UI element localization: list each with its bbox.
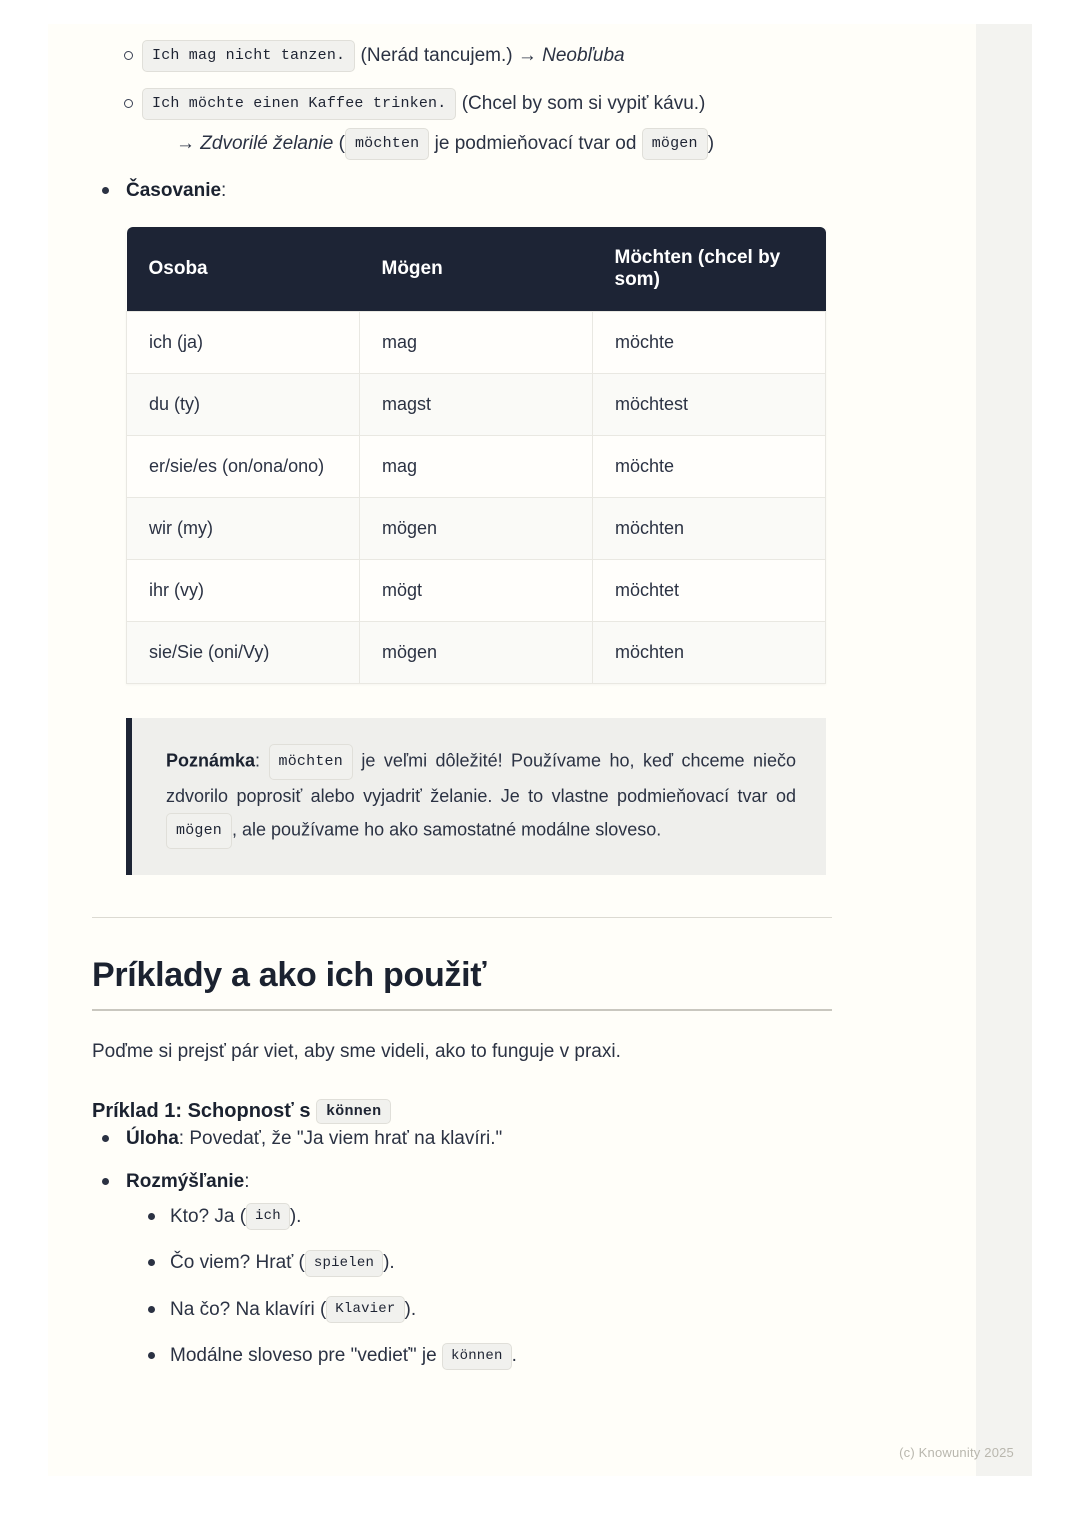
thinking-text-pre: Modálne sloveso pre "vedieť" je bbox=[170, 1345, 437, 1367]
task-colon: : bbox=[178, 1127, 185, 1149]
list-item bbox=[126, 1296, 832, 1325]
column-header-moegen: Mögen bbox=[360, 227, 593, 312]
list-item bbox=[126, 1249, 832, 1278]
table-row bbox=[127, 560, 826, 622]
cell-person: ihr (vy) bbox=[127, 560, 360, 622]
example-1-title-text: Príklad 1: Schopnosť s bbox=[92, 1099, 311, 1122]
cell-moegen: mag bbox=[360, 312, 593, 374]
task-item bbox=[92, 1124, 832, 1153]
moechten-code: möchten bbox=[269, 744, 353, 780]
moegen-code: mögen bbox=[166, 813, 232, 849]
page-right-margin-strip bbox=[976, 24, 1032, 1476]
column-header-moechten: Möchten (chcel by som) bbox=[593, 227, 826, 312]
translation-text: (Chcel by som si vypiť kávu.) bbox=[461, 93, 706, 115]
spielen-code: spielen bbox=[305, 1250, 383, 1277]
cell-moegen: mögen bbox=[360, 622, 593, 684]
conjugation-section bbox=[92, 176, 832, 205]
sub-explanation: je podmieňovací tvar od bbox=[434, 133, 637, 155]
meaning-note: Zdvorilé želanie bbox=[200, 133, 334, 155]
list-item bbox=[126, 1203, 832, 1232]
conjugation-table bbox=[126, 227, 826, 684]
ich-code: ich bbox=[246, 1203, 290, 1230]
cell-person: er/sie/es (on/ona/ono) bbox=[127, 436, 360, 498]
title-underline bbox=[92, 1009, 832, 1011]
paren-close: ) bbox=[707, 133, 715, 155]
example-item-1 bbox=[92, 40, 832, 72]
cell-moechten: möchte bbox=[593, 436, 826, 498]
thinking-text-post: ). bbox=[289, 1205, 302, 1227]
example-item-2 bbox=[92, 88, 832, 160]
table-header-row bbox=[127, 227, 826, 312]
koennen-code: können bbox=[316, 1099, 391, 1124]
cell-moegen: magst bbox=[360, 374, 593, 436]
table-row bbox=[127, 374, 826, 436]
moechten-code: möchten bbox=[345, 128, 429, 160]
section-intro: Poďme si prejsť pár viet, aby sme videli, ako to funguje v praxi. bbox=[92, 1041, 621, 1063]
conjugation-heading-colon: : bbox=[221, 180, 227, 201]
page-title: Príklady a ako ich použiť bbox=[92, 956, 487, 995]
note-text-part-2: , ale používame ho ako samostatné modálne sloveso. bbox=[232, 820, 662, 841]
thinking-text-post: ). bbox=[383, 1252, 395, 1274]
cell-moechten: möchtest bbox=[593, 374, 826, 436]
thinking-text-pre: Čo viem? Hrať ( bbox=[170, 1252, 305, 1274]
note-callout bbox=[126, 718, 826, 875]
table-row bbox=[127, 312, 826, 374]
paren-open: ( bbox=[338, 133, 345, 155]
note-label-colon: : bbox=[255, 751, 261, 772]
table-body bbox=[127, 312, 826, 684]
example-1-body bbox=[92, 1124, 832, 1371]
note-text-part-1: je veľmi dôležité! Používame ho, keď chceme niečo zdvorilo poprosiť alebo vyjadriť želanie. Je to vlastne podmieňovací tvar od bbox=[166, 751, 796, 807]
table-row bbox=[127, 436, 826, 498]
cell-moegen: mag bbox=[360, 436, 593, 498]
table-head bbox=[127, 227, 826, 312]
task-text: Povedať, že "Ja viem hrať na klavíri." bbox=[189, 1127, 503, 1149]
conjugation-heading-item bbox=[92, 176, 832, 205]
cell-moechten: möchten bbox=[593, 498, 826, 560]
table-row bbox=[127, 622, 826, 684]
german-sentence-code: Ich mag nicht tanzen. bbox=[142, 40, 355, 72]
meaning-note: Neobľuba bbox=[542, 45, 625, 67]
translation-text: (Nerád tancujem.) bbox=[360, 45, 513, 67]
cell-moechten: möchten bbox=[593, 622, 826, 684]
cell-person: ich (ja) bbox=[127, 312, 360, 374]
conjugation-heading-label: Časovanie bbox=[126, 180, 222, 201]
thinking-text-pre: Kto? Ja ( bbox=[170, 1205, 247, 1227]
cell-person: wir (my) bbox=[127, 498, 360, 560]
german-sentence-code: Ich möchte einen Kaffee trinken. bbox=[142, 88, 456, 120]
thinking-label: Rozmýšľanie bbox=[126, 1171, 245, 1193]
example-sub-line bbox=[142, 128, 832, 160]
klavier-code: Klavier bbox=[326, 1296, 404, 1323]
thinking-sublist bbox=[126, 1203, 832, 1371]
cell-moechten: möchte bbox=[593, 312, 826, 374]
cell-moechten: möchtet bbox=[593, 560, 826, 622]
arrow-glyph: → bbox=[517, 45, 537, 67]
section-divider bbox=[92, 917, 832, 918]
cell-person: sie/Sie (oni/Vy) bbox=[127, 622, 360, 684]
task-label: Úloha bbox=[126, 1127, 179, 1149]
cell-person: du (ty) bbox=[127, 374, 360, 436]
thinking-item bbox=[92, 1167, 832, 1370]
document-content bbox=[92, 40, 832, 1389]
watermark: (c) Knowunity 2025 bbox=[899, 1445, 1014, 1460]
arrow-glyph: → bbox=[176, 133, 195, 155]
column-header-person: Osoba bbox=[127, 227, 360, 312]
example-1-title bbox=[92, 1099, 832, 1124]
thinking-text-pre: Na čo? Na klavíri ( bbox=[170, 1298, 327, 1320]
moegen-code: mögen bbox=[642, 128, 708, 160]
koennen-code: können bbox=[442, 1343, 512, 1370]
cell-moegen: mögen bbox=[360, 498, 593, 560]
cell-moegen: mögt bbox=[360, 560, 593, 622]
thinking-text-post: . bbox=[511, 1345, 517, 1367]
examples-list bbox=[92, 40, 832, 160]
table-row bbox=[127, 498, 826, 560]
list-item bbox=[126, 1342, 832, 1371]
note-label: Poznámka bbox=[166, 751, 256, 772]
thinking-colon: : bbox=[244, 1171, 250, 1193]
thinking-text-post: ). bbox=[404, 1298, 417, 1320]
